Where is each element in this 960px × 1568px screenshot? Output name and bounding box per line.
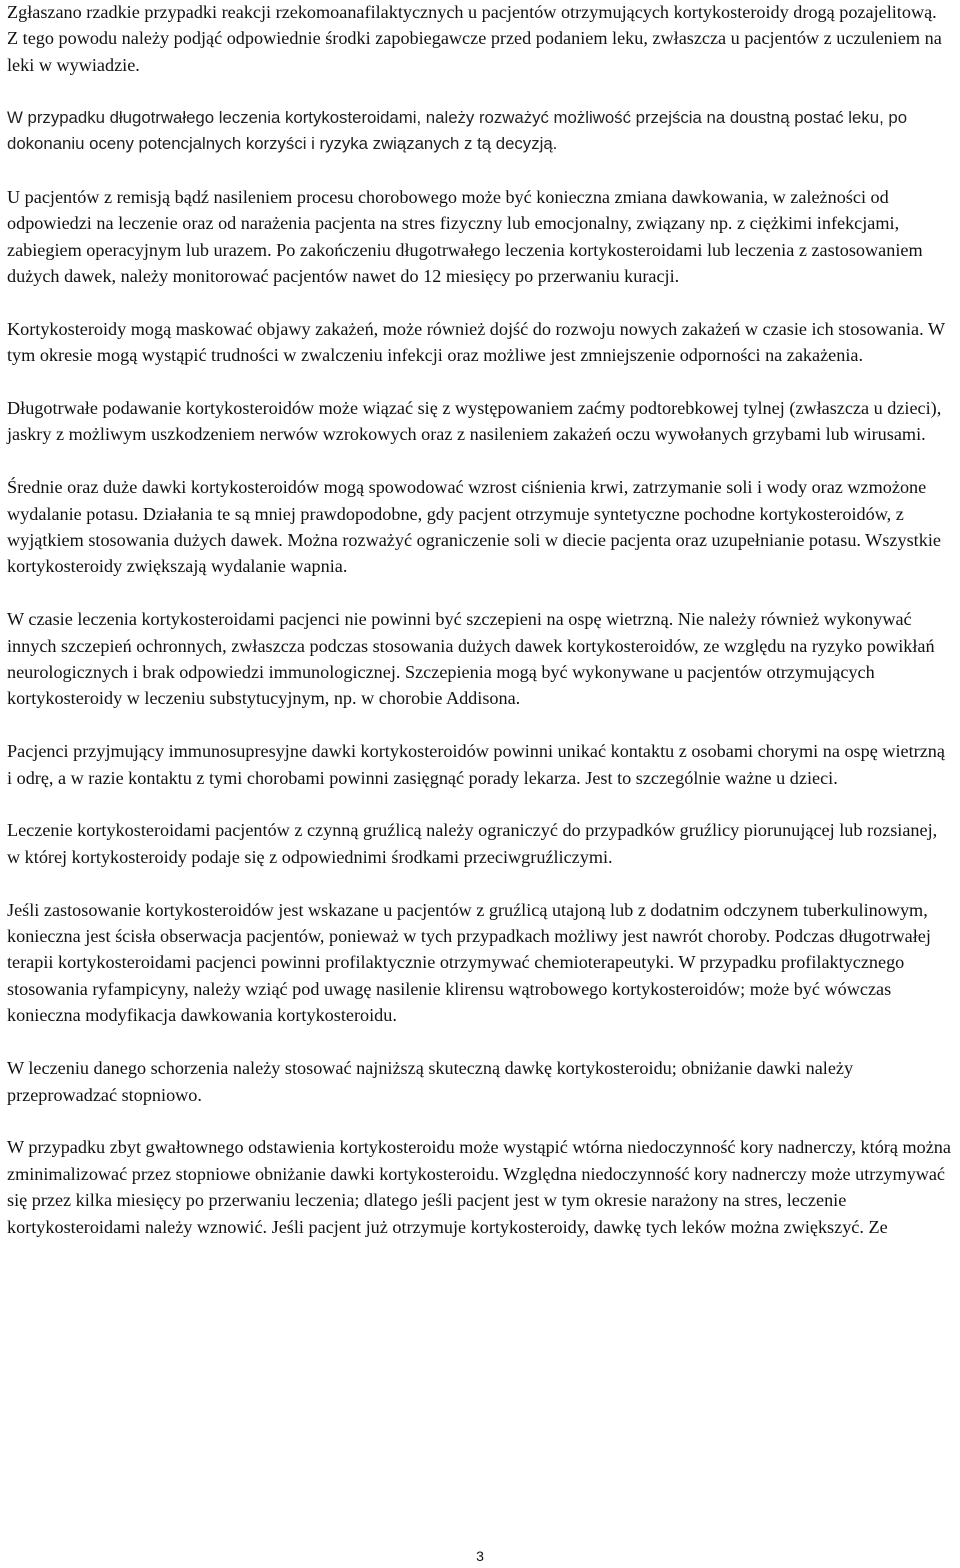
- paragraph-chickenpox-measles: Pacjenci przyjmujący immunosupresyjne dawki kortykosteroidów powinni unikać kontaktu z osobami chorymi na ospę wietrzną i odrę, a w razie kontaktu z tymi chorobami powinni zasięgnąć porady lekarza. Jest to szczególnie ważne u dzieci.: [7, 741, 945, 788]
- paragraph-adrenal-insufficiency: W przypadku zbyt gwałtownego odstawienia kortykosteroidu może wystąpić wtórna niedoczynność kory nadnerczy, którą można zminimalizować przez stopniowe obniżanie dawki kortykosteroidu. Względna niedoczynność kory nadnerczy może utrzymywać się przez kilka miesięcy po przerwaniu leczenia; dlatego jeśli pacjent jest w tym okresie narażony na stres, leczenie kortykosteroidami należy wznowić. Jeśli pacjent już otrzymuje kortykosteroidy, dawkę tych leków można zwiększyć. Ze: [7, 1137, 951, 1237]
- paragraph-anaphylactoid-reactions: Zgłaszano rzadkie przypadki reakcji rzekomoanafilaktycznych u pacjentów otrzymujących kortykosteroidy drogą pozajelitową. Z tego powodu należy podjąć odpowiednie środki zapobiegawcze przed podaniem leku, zwłaszcza u pacjentów z uczuleniem na leki w wywiadzie.: [7, 2, 942, 75]
- paragraph-latent-tuberculosis: Jeśli zastosowanie kortykosteroidów jest wskazane u pacjentów z gruźlicą utajoną lub z dodatnim odczynem tuberkulinowym, konieczna jest ścisła obserwacja pacjentów, ponieważ w tych przypadkach możliwy jest nawrót choroby. Podczas długotrwałej terapii kortykosteroidami pacjenci powinni profilaktycznie otrzymywać chemioterapeutyki. W przypadku profilaktycznego stosowania ryfampicyny, należy wziąć pod uwagę nasilenie klirensu wątrobowego kortykosteroidów; może być wówczas konieczna modyfikacja dawkowania kortykosteroidu.: [7, 899, 931, 1026]
- paragraph-infection-masking: Kortykosteroidy mogą maskować objawy zakażeń, może również dojść do rozwoju nowych zakażeń w czasie ich stosowania. W tym okresie mogą wystąpić trudności w zwalczeniu infekcji oraz możliwe jest zmniejszenie odporności na zakażenia.: [7, 318, 945, 366]
- paragraph-blood-pressure-electrolytes: Średnie oraz duże dawki kortykosteroidów mogą spowodować wzrost ciśnienia krwi, zatrzymanie soli i wody oraz wzmożone wydalanie potasu. Działania te są mniej prawdopodobne, gdy pacjent otrzymuje syntetyczne pochodne kortykosteroidów, z wyjątkiem stosowania dużych dawek. Można rozważyć ograniczenie soli w diecie pacjenta oraz uzupełnianie potasu. Wszystkie kortykosteroidy zwiększają wydalanie wapnia.: [7, 477, 941, 577]
- paragraph-vaccination: W czasie leczenia kortykosteroidami pacjenci nie powinni być szczepieni na ospę wietrzną. Nie należy również wykonywać innych szczepień ochronnych, zwłaszcza podczas stosowania dużych dawek kortykosteroidów, ze względu na ryzyko powikłań neurologicznych i brak odpowiedzi immunologicznej. Szczepienia mogą być wykonywane u pacjentów otrzymujących kortykosteroidy w leczeniu substytucyjnym, np. w chorobie Addisona.: [7, 609, 935, 709]
- paragraph-oral-transition: W przypadku długotrwałego leczenia kortykosteroidami, należy rozważyć możliwość przejścia na doustną postać leku, po dokonaniu oceny potencjalnych korzyści i ryzyka związanych z tą decyzją.: [7, 107, 908, 154]
- page-number: 3: [476, 1548, 484, 1564]
- paragraph-active-tuberculosis: Leczenie kortykosteroidami pacjentów z czynną gruźlicą należy ograniczyć do przypadków gruźlicy piorunującej lub rozsianej, w której kortykosteroidy podaje się z odpowiednimi środkami przeciwgruźliczymi.: [7, 820, 938, 867]
- paragraph-eye-effects: Długotrwałe podawanie kortykosteroidów może wiązać się z występowaniem zaćmy podtorebkowej tylnej (zwłaszcza u dzieci), jaskry z możliwym uszkodzeniem nerwów wzrokowych oraz z nasileniem zakażeń oczu wywołanych grzybami lub wirusami.: [7, 398, 942, 445]
- paragraph-dose-adjustment: U pacjentów z remisją bądź nasileniem procesu chorobowego może być konieczna zmiana dawkowania, w zależności od odpowiedzi na leczenie oraz od narażenia pacjenta na stres fizyczny lub emocjonalny, związany np. z ciężkimi infekcjami, zabiegiem operacyjnym lub urazem. Po zakończeniu długotrwałego leczenia kortykosteroidami lub leczenia z zastosowaniem dużych dawek, należy monitorować pacjentów nawet do 12 miesięcy po przerwaniu kuracji.: [7, 186, 923, 287]
- paragraph-lowest-dose: W leczeniu danego schorzenia należy stosować najniższą skuteczną dawkę kortykosteroidu; obniżanie dawki należy przeprowadzać stopniowo.: [7, 1058, 854, 1105]
